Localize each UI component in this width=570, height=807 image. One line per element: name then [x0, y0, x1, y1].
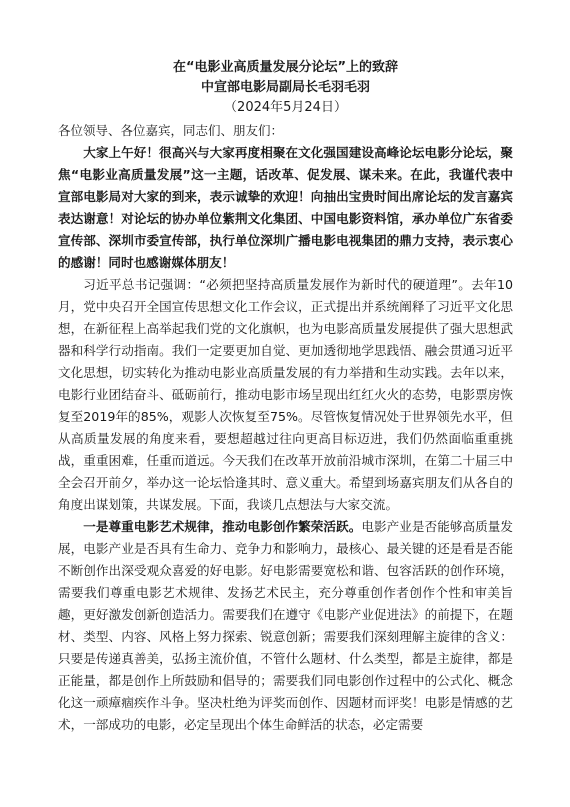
paragraph-3-lead: 一是尊重电影艺术规律，推动电影创作繁荣活跃。	[83, 519, 362, 534]
paragraph-2	[58, 274, 513, 516]
paragraph-1-lead: 大家上午好！很高兴与大家再度相聚在文化强国建设高峰论坛电影分论坛，聚焦“电影业高质量发展”这一主题，话改革、促发展、谋未来。在此，我谨代表中宣部电影局对大家的到来，表示诚挚的欢迎！向抽出宝贵时间出席论坛的发言嘉宾表达谢意！对论坛的协办单位紫荆文化集团、中国电影资料馆，承办单位广东省委宣传部、深圳市委宣传部，执行单位深圳广播电影电视集团的鼎力支持，表示衷心的感谢！同时也感谢媒体朋友！	[58, 145, 513, 270]
document-subtitle: 中宣部电影局副局长毛羽毛羽	[200, 80, 370, 95]
salutation: 各位领导、各位嘉宾，同志们、朋友们：	[58, 123, 284, 138]
paragraph-2-body: 习近平总书记强调：“必须把坚持高质量发展作为新时代的硬道理”。去年10月，党中央召开全国宣传思想文化工作会议，正式提出并系统阐释了习近平文化思想，在新征程上高举起我们党的文化旗帜，也为电影高质量发展提供了强大思想武器和科学行动指南。我们一定要更加自觉、更加透彻地学思践悟、融会贯通习近平文化思想，切实转化为推动电影业高质量发展的有力举措和生动实践。去年以来，电影行业团结奋斗、砥砺前行，推动电影市场呈现出红红火火的态势，电影票房恢复至2019年的85%，观影人次恢复至75%。尽管恢复情况处于世界领先水平，但从高质量发展的角度来看，要想超越过往向更高目标迈进，我们仍然面临重重挑战，重重困难，任重而道远。今天我们在改革开放前沿城市深圳，在第二十届三中全会召开前夕，举办这一论坛恰逢其时、意义重大。希望到场嘉宾朋友们从各自的角度出谋划策，共谋发展。下面，我谈几点想法与大家交流。	[58, 277, 513, 512]
document-date: （2024年5月24日）	[224, 100, 347, 115]
paragraph-1	[58, 142, 513, 274]
paragraph-3	[58, 516, 513, 736]
document-title: 在“电影业高质量发展分论坛”上的致辞	[172, 60, 399, 75]
paragraph-3-body: 电影产业是否能够高质量发展，电影产业是否具有生命力、竞争力和影响力，最核心、最关键的还是看是否能不断创作出深受观众喜爱的好电影。好电影需要宽松和谐、包容活跃的创作环境，需要我们尊重电影艺术规律、发扬艺术民主，充分尊重创作者创作个性和审美旨趣，更好激发创新创造活力。需要我们在遵守《电影产业促进法》的前提下，在题材、类型、内容、风格上努力探索、锐意创新；需要我们深刻理解主旋律的含义：只要是传递真善美，弘扬主流价值，不管什么题材、什么类型，都是主旋律，都是正能量，都是创作上所鼓励和倡导的；需要我们同电影创作过程中的公式化、概念化这一顽瘴痼疾作斗争。坚决杜绝为评奖而创作、因题材而评奖！电影是情感的艺术，一部成功的电影，必定呈现出个体生命鲜活的状态，必定需要	[58, 519, 514, 732]
document-page	[58, 58, 513, 736]
